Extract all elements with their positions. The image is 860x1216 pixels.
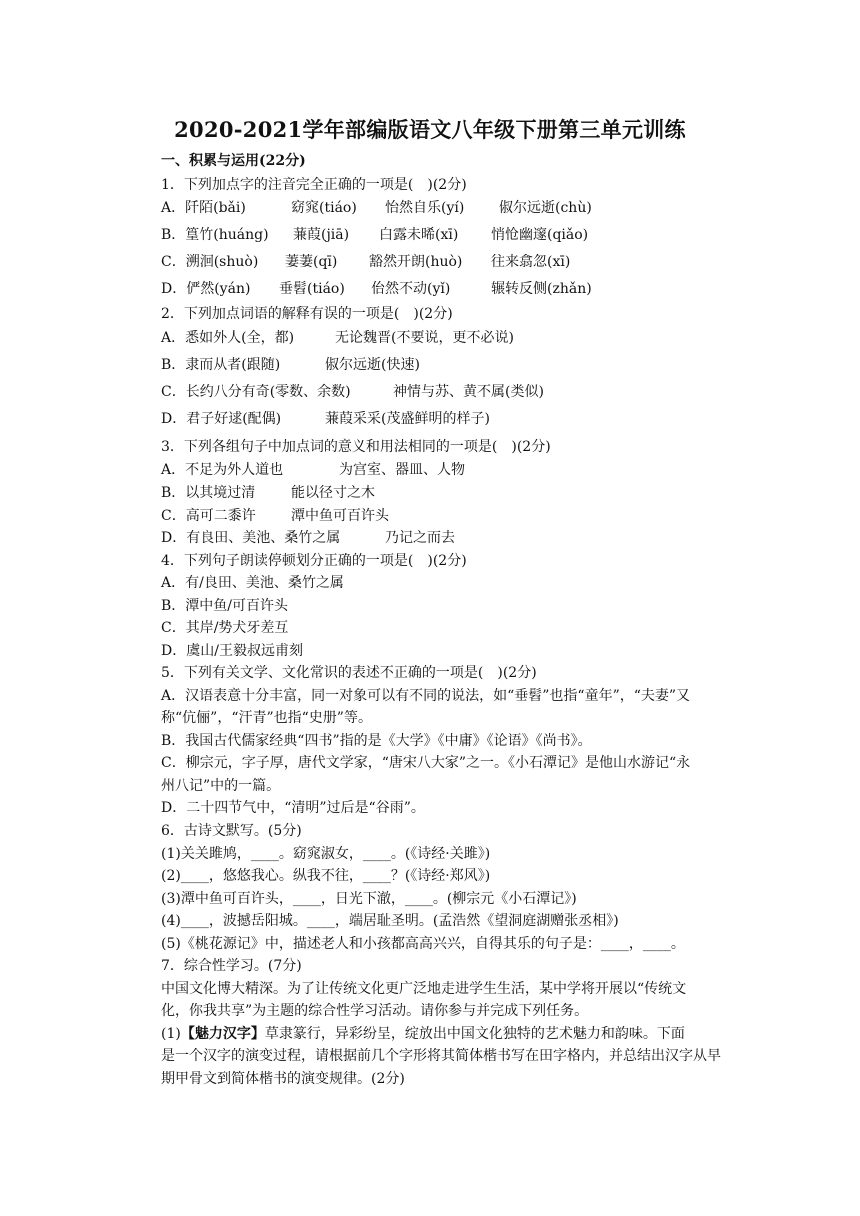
question-1-option-a (161, 199, 592, 217)
question-5-option-a: A．汉语表意十分丰富，同一对象可以有不同的说法，如“垂髫”也指“童年”，“夫妻”又 (161, 688, 691, 704)
question-7-stem: 7．综合性学习。(7分) (161, 958, 302, 974)
task-heading: 【魅力汉字】 (180, 1026, 265, 1042)
question-6-item-3: (3)潭中鱼可百许头，____，日光下澈，____。(柳宗元《小石潭记》) (161, 891, 577, 907)
question-4-option-a: A．有/良田、美池、桑竹之属 (161, 575, 344, 591)
option-item: 往来翕忽(xī) (491, 254, 571, 270)
option-item: C．高可二黍许 (161, 508, 256, 524)
option-item: B．以其境过清 (161, 485, 256, 501)
option-item: 能以径寸之木 (291, 485, 375, 501)
option-item: 潭中鱼可百许头 (291, 508, 389, 524)
question-4-option-d: D．虞山/王毅叔远甫刻 (161, 643, 303, 659)
question-3-stem: 3．下列各组句子中加点词的意义和用法相同的一项是( )(2分) (161, 439, 551, 455)
question-2-option-d (161, 410, 490, 428)
question-5-option-a-cont: 称“伉俪”，“汗青”也指“史册”等。 (161, 710, 372, 726)
option-item: 神情与苏、黄不属(类似) (393, 384, 544, 400)
question-4-option-b: B．潭中鱼/可百许头 (161, 598, 289, 614)
task-number: (1) (161, 1026, 181, 1042)
option-item: 佁然不动(yǐ) (371, 281, 451, 297)
question-1-option-c (161, 253, 570, 271)
option-item: 蒹葭(jiā) (293, 227, 350, 243)
option-item: 豁然开朗(huò) (369, 254, 463, 270)
option-item: 白露未晞(xī) (379, 227, 459, 243)
question-3-option-b (161, 484, 375, 502)
option-item: B．隶而从者(跟随) (161, 357, 281, 373)
question-2-option-c (161, 383, 544, 401)
option-item: 悄怆幽邃(qiǎo) (491, 227, 589, 243)
option-item: A．阡陌(bǎi) (161, 200, 246, 216)
question-3-option-c (161, 507, 389, 525)
option-item: 窈窕(tiáo) (291, 200, 357, 216)
question-5-option-d: D．二十四节气中，“清明”过后是“谷雨”。 (161, 800, 425, 816)
option-item: A．不足为外人道也 (161, 462, 284, 478)
question-1-option-b (161, 226, 588, 244)
question-5-stem: 5．下列有关文学、文化常识的表述不正确的一项是( )(2分) (161, 665, 537, 681)
option-item: 辗转反侧(zhǎn) (491, 281, 592, 297)
question-7-intro-line-2: 化，你我共享”为主题的综合性学习活动。请你参与并完成下列任务。 (161, 1003, 589, 1019)
option-item: B．篁竹(huáng) (161, 227, 269, 243)
section-heading: 一、积累与运用(22分) (161, 153, 306, 169)
option-item: 无论魏晋(不要说，更不必说) (335, 330, 514, 346)
question-4-stem: 4．下列句子朗读停顿划分正确的一项是( )(2分) (161, 553, 467, 569)
question-3-option-d (161, 529, 455, 547)
option-item: 乃记之而去 (385, 530, 455, 546)
question-5-option-c: C．柳宗元，字子厚，唐代文学家，“唐宋八大家”之一。《小石潭记》是他山水游记“永 (161, 755, 691, 771)
question-6-item-2: (2)____，悠悠我心。纵我不往，____？(《诗经·郑风》) (161, 868, 491, 884)
option-item: 俶尔远逝(chù) (499, 200, 592, 216)
question-3-option-a (161, 461, 465, 479)
question-7-task-1-line-3: 期甲骨文到简体楷书的演变规律。(2分) (161, 1071, 405, 1087)
document-title: 2020-2021学年部编版语文八年级下册第三单元训练 (174, 117, 686, 142)
option-item: 为宫室、器皿、人物 (339, 462, 465, 478)
question-4-option-c: C．其岸/势犬牙差互 (161, 620, 289, 636)
question-6-item-1: (1)关关雎鸠，____。窈窕淑女，____。(《诗经·关雎》) (161, 846, 491, 862)
question-6-stem: 6．古诗文默写。(5分) (161, 823, 302, 839)
option-item: 怡然自乐(yí) (385, 200, 465, 216)
question-2-stem: 2．下列加点词语的解释有误的一项是( )(2分) (161, 306, 453, 322)
question-5-option-c-cont: 州八记”中的一篇。 (161, 778, 281, 794)
question-6-item-4: (4)____，波撼岳阳城。____，端居耻圣明。(孟浩然《望洞庭湖赠张丞相》) (161, 913, 619, 929)
question-1-stem: 1．下列加点字的注音完全正确的一项是( )(2分) (161, 177, 467, 193)
option-item: 垂髫(tiáo) (279, 281, 345, 297)
task-text: 草隶篆行，异彩纷呈，绽放出中国文化独特的艺术魅力和韵味。下面 (264, 1026, 685, 1042)
option-item: 蒹葭采采(茂盛鲜明的样子) (325, 411, 490, 427)
question-6-item-5: (5)《桃花源记》中，描述老人和小孩都高高兴兴，自得其乐的句子是：____，____。 (161, 936, 685, 952)
option-item: D．有良田、美池、桑竹之属 (161, 530, 341, 546)
option-item: D．俨然(yán) (161, 281, 251, 297)
question-7-intro-line-1: 中国文化博大精深。为了让传统文化更广泛地走进学生生活，某中学将开展以“传统文 (161, 981, 687, 997)
question-2-option-b (161, 356, 420, 374)
option-item: C．溯洄(shuò) (161, 254, 259, 270)
question-7-task-1-line-1 (161, 1025, 685, 1043)
question-5-option-b: B．我国古代儒家经典“四书”指的是《大学》《中庸》《论语》《尚书》。 (161, 733, 592, 749)
option-item: 萋萋(qī) (285, 254, 338, 270)
question-7-task-1-line-2: 是一个汉字的演变过程，请根据前几个字形将其简体楷书写在田字格内，并总结出汉字从早 (161, 1048, 721, 1064)
option-item: C．长约八分有奇(零数、余数) (161, 384, 351, 400)
question-1-option-d (161, 280, 592, 298)
option-item: 俶尔远逝(快速) (325, 357, 420, 373)
option-item: D．君子好逑(配偶) (161, 411, 282, 427)
option-item: A．悉如外人(全，都) (161, 330, 295, 346)
question-2-option-a (161, 329, 514, 347)
